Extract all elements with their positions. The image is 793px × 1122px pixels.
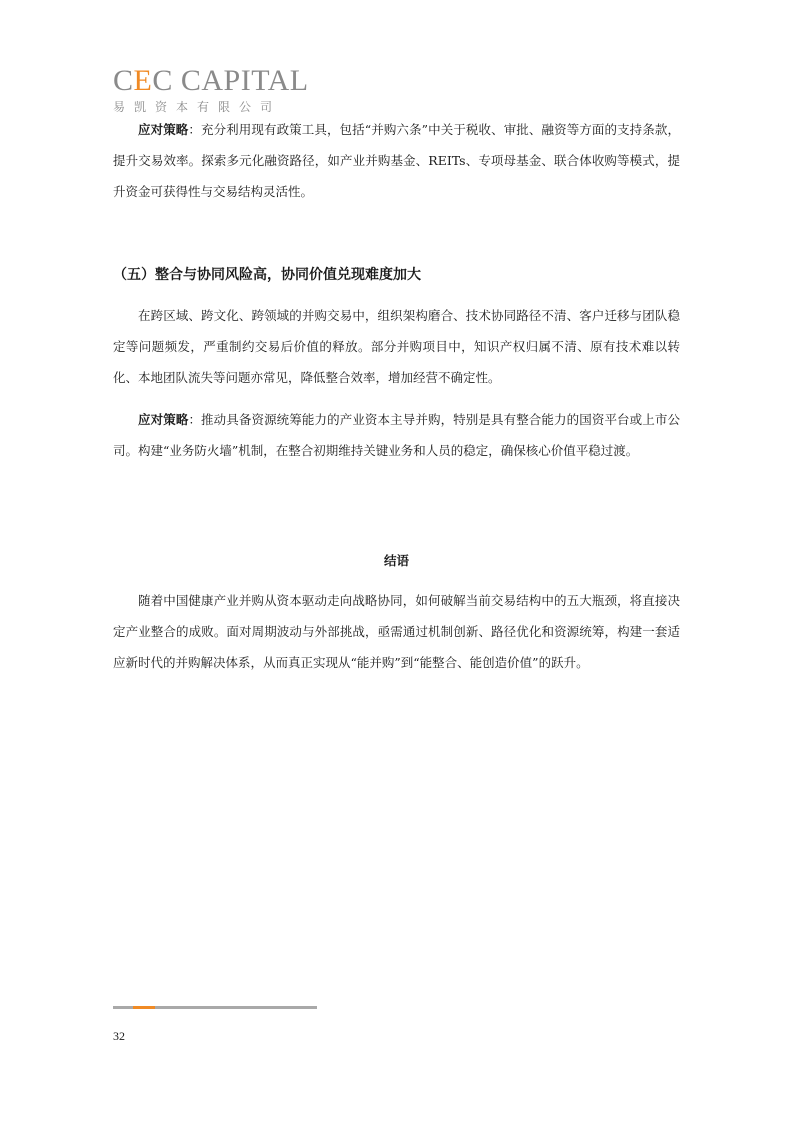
footer-accent-mark	[133, 1006, 155, 1009]
logo-suffix: C CAPITAL	[152, 64, 309, 97]
company-logo	[113, 66, 309, 115]
section-five-body	[113, 300, 680, 393]
strategy-label: 应对策略	[138, 412, 189, 427]
strategy-text: ：推动具备资源统筹能力的产业资本主导并购，特别是具有整合能力的国资平台或上市公司。构建“业务防火墙”机制，在整合初期维持关键业务和人员的稳定，确保核心价值平稳过渡。	[113, 412, 680, 458]
logo-subtitle: 易凯资本有限公司	[113, 100, 282, 114]
section-heading: （五）整合与协同风险高，协同价值兑现难度加大	[113, 267, 421, 283]
footer-divider	[113, 1006, 317, 1009]
section-five-heading-block	[113, 265, 680, 285]
logo-accent-letter: E	[133, 64, 153, 97]
strategy-text: ：充分利用现有政策工具，包括“并购六条”中关于税收、审批、融资等方面的支持条款，提升交易效率。探索多元化融资路径，如产业并购基金、REITs、专项母基金、联合体收购等模式，提升资金可获得性与交易结构灵活性。	[113, 122, 680, 199]
conclusion-body	[113, 585, 680, 678]
strategy-paragraph-section-four	[113, 114, 680, 207]
strategy-label: 应对策略	[138, 122, 189, 137]
logo-prefix: C	[113, 64, 134, 97]
conclusion-paragraph: 随着中国健康产业并购从资本驱动走向战略协同，如何破解当前交易结构中的五大瓶颈，将直接决定产业整合的成败。面对周期波动与外部挑战，亟需通过机制创新、路径优化和资源统筹，构建一套适应新时代的并购解决体系，从而真正实现从“能并购”到“能整合、能创造价值”的跃升。	[113, 593, 680, 670]
section-five-paragraph: 在跨区域、跨文化、跨领域的并购交易中，组织架构磨合、技术协同路径不清、客户迁移与团队稳定等问题频发，严重制约交易后价值的释放。部分并购项目中，知识产权归属不清、原有技术难以转化、本地团队流失等问题亦常见，降低整合效率，增加经营不确定性。	[113, 308, 680, 385]
logo-wordmark	[113, 66, 309, 96]
conclusion-title-block	[113, 551, 680, 569]
conclusion-title: 结语	[383, 553, 409, 568]
page-number: 32	[113, 1029, 125, 1043]
strategy-paragraph-section-five	[113, 404, 680, 466]
